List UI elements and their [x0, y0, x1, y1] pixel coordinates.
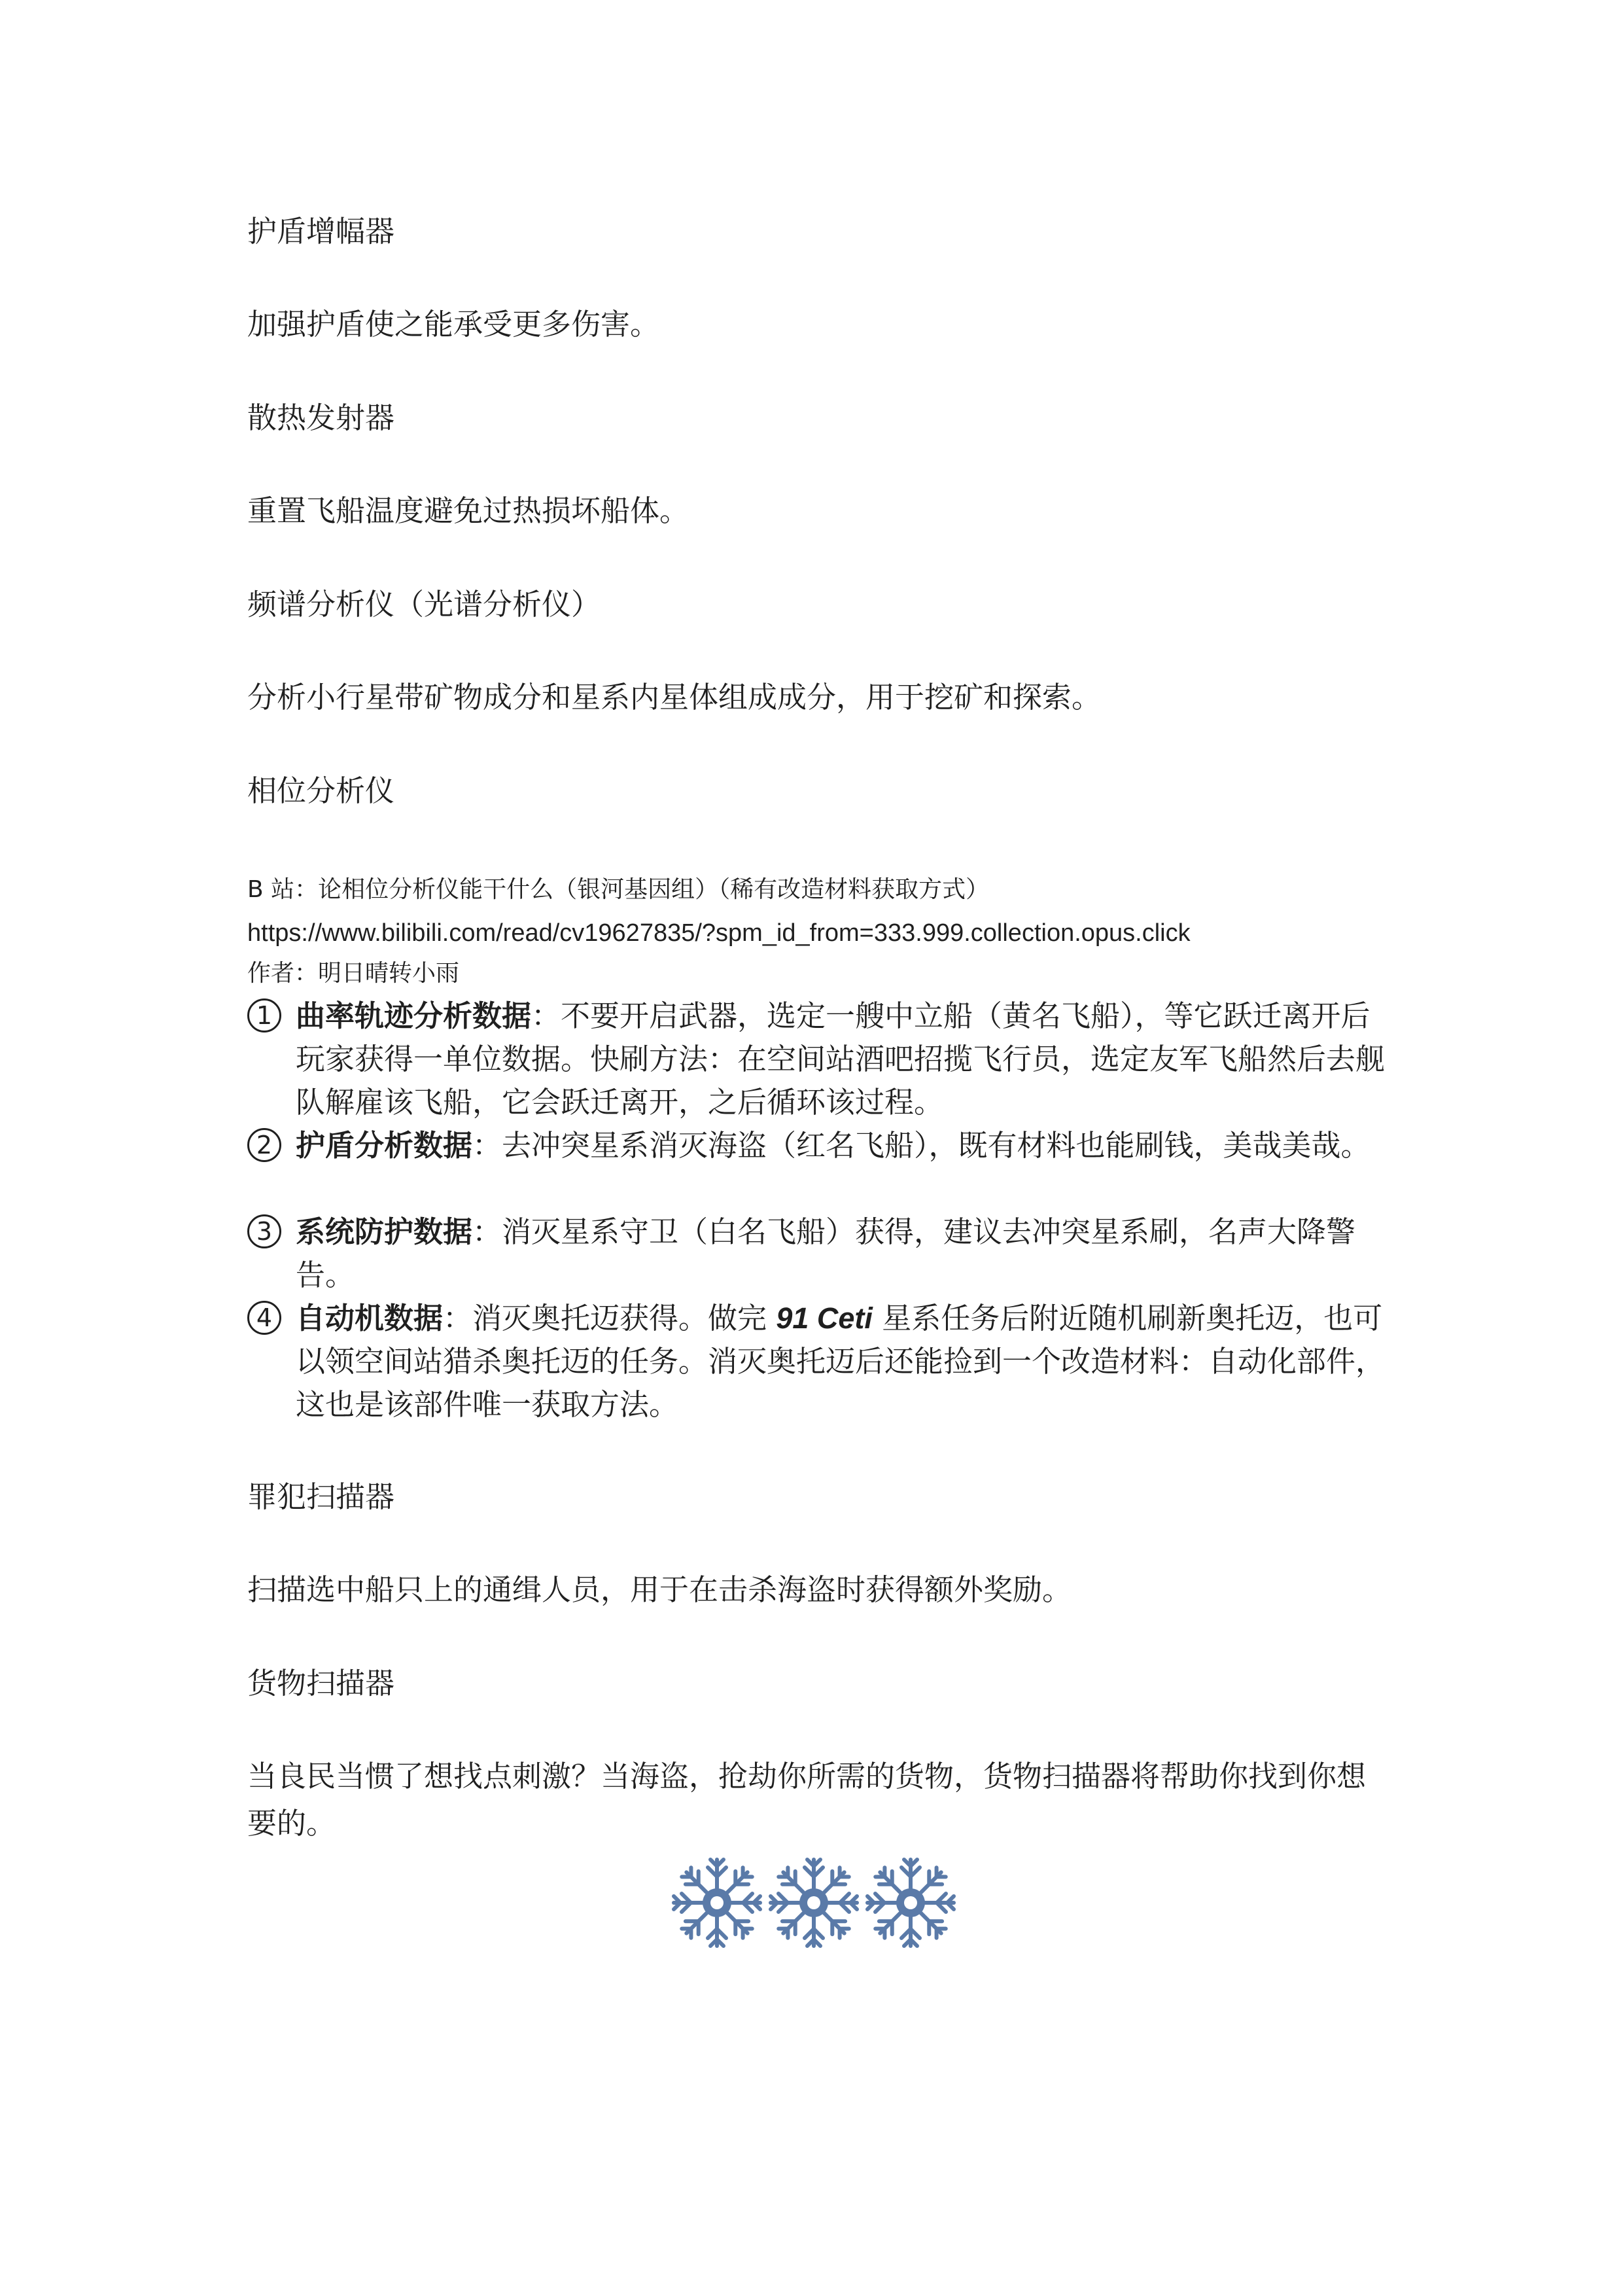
list-item-body [296, 1210, 1399, 1297]
section-title-heat-sink: 散热发射器 [247, 400, 395, 435]
section-title-phase-analyzer: 相位分析仪 [247, 773, 395, 808]
list-item [247, 1297, 1399, 1426]
list-item-term: 自动机数据 [296, 1301, 444, 1335]
section-title-spectrum-analyzer: 频谱分析仪（光谱分析仪） [247, 587, 601, 622]
snowflake-ornament [670, 1850, 958, 1955]
snowflake-icon [674, 1860, 760, 1946]
snowflake-icon [867, 1860, 954, 1946]
list-item [247, 1124, 1399, 1167]
section-desc-shield-booster: 加强护盾使之能承受更多伤害。 [247, 307, 660, 342]
snowflake-icon [771, 1860, 857, 1946]
circled-number: 3 [247, 1214, 281, 1248]
section-title-criminal-scanner: 罪犯扫描器 [247, 1479, 395, 1514]
list-item-text: ：去冲突星系消灭海盗（红名飞船），既有材料也能刷钱，美哉美哉。 [472, 1128, 1370, 1163]
section-desc-heat-sink: 重置飞船温度避免过热损坏船体。 [247, 493, 689, 528]
list-item-text: ：消灭星系守卫（白名飞船）获得，建议去冲突星系刷，名声大降警告。 [296, 1214, 1356, 1292]
reference-source: B 站：论相位分析仪能干什么（银河基因组）（稀有改造材料获取方式） [247, 876, 990, 903]
section-desc-cargo-scanner: 当良民当惯了想找点刺激？当海盗，抢劫你所需的货物，货物扫描器将帮助你找到你想要的。 [247, 1759, 1367, 1841]
list-item-body [296, 1297, 1399, 1426]
snowflake-ornament-graphic [670, 1850, 958, 1955]
list-item [247, 1210, 1399, 1297]
list-item-text: ：不要开启武器，选定一艘中立船（黄名飞船），等它跃迁离开后玩家获得一单位数据。快刷方法：在空间站酒吧招揽飞行员，选定友军飞船然后去舰队解雇该飞船，它会跃迁离开，之后循环该过程。 [296, 998, 1386, 1120]
list-item-body [296, 1124, 1399, 1167]
star-system-name: 91 Ceti [776, 1301, 873, 1335]
circled-number: 4 [247, 1301, 281, 1335]
list-item-term: 护盾分析数据 [296, 1128, 473, 1163]
section-desc-spectrum-analyzer: 分析小行星带矿物成分和星系内星体组成成分，用于挖矿和探索。 [247, 680, 1102, 715]
section-title-shield-booster: 护盾增幅器 [247, 214, 395, 249]
list-item-term: 系统防护数据 [296, 1214, 473, 1249]
list-item-text-after: 星系任务后附近随机刷新奥托迈，也可以领空间站猎杀奥托迈的任务。消灭奥托迈后还能捡到一个改造材料：自动化部件，这也是该部件唯一获取方法。 [296, 1301, 1386, 1422]
circled-number: 2 [247, 1128, 281, 1162]
section-title-cargo-scanner: 货物扫描器 [247, 1666, 395, 1701]
list-item-text-before: ：消灭奥托迈获得。做完 [443, 1301, 777, 1335]
list-item [247, 995, 1399, 1124]
circled-number: 1 [247, 998, 281, 1033]
list-item-body [296, 995, 1399, 1124]
reference-author: 作者：明日晴转小雨 [247, 960, 460, 987]
list-item-term: 曲率轨迹分析数据 [296, 998, 532, 1033]
section-desc-criminal-scanner: 扫描选中船只上的通缉人员，用于在击杀海盗时获得额外奖励。 [247, 1572, 1072, 1607]
reference-url[interactable]: https://www.bilibili.com/read/cv19627835/?spm_id_from=333.999.collection.opus.click [247, 919, 1191, 947]
